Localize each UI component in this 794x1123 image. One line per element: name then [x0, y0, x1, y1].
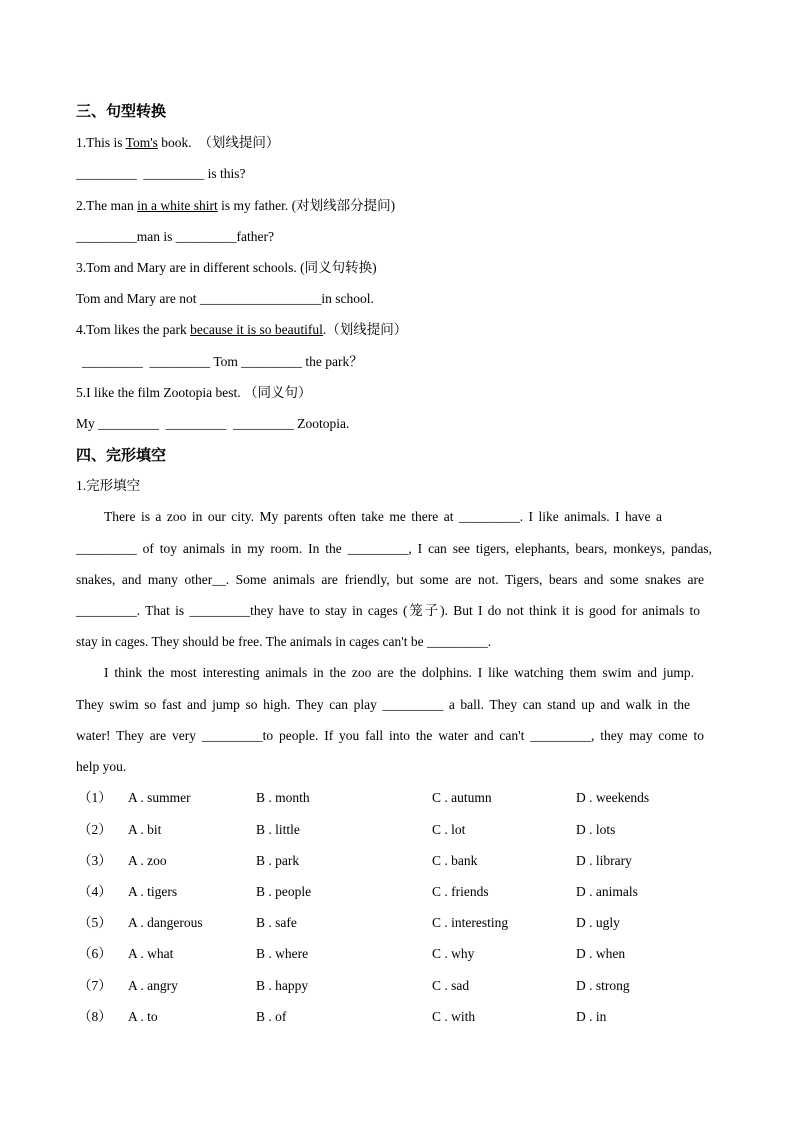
q2-post: is my father. (对划线部分提问)	[217, 198, 396, 213]
section4-subtitle: 1.完形填空	[76, 478, 141, 493]
option-c: C . friends	[432, 884, 489, 899]
option-number: （3）	[78, 853, 112, 868]
passage-line-9: help you.	[76, 759, 127, 774]
q1-pre: 1.This is	[76, 135, 126, 150]
option-d: D . animals	[576, 884, 638, 899]
q2-underlined: in a white shirt	[137, 198, 218, 213]
passage-line-3: snakes, and many other__. Some animals are friendly, but some are not. Tigers, bears and some snakes are	[76, 572, 704, 587]
option-c: C . interesting	[432, 915, 509, 930]
q1-post: book. （划线提问）	[157, 135, 280, 150]
option-d: D . strong	[576, 978, 630, 993]
option-c: C . sad	[432, 978, 470, 993]
option-a: A . bit	[128, 822, 162, 837]
option-a: A . angry	[128, 978, 178, 993]
option-b: B . where	[256, 946, 309, 961]
section3-title: 三、句型转换	[76, 102, 167, 120]
option-number: （4）	[78, 884, 112, 899]
option-d: D . lots	[576, 822, 616, 837]
option-d: D . weekends	[576, 790, 650, 805]
section4-title: 四、完形填空	[76, 446, 167, 464]
option-b: B . people	[256, 884, 312, 899]
option-c: C . autumn	[432, 790, 492, 805]
q3-answer-line: Tom and Mary are not __________________in school.	[76, 291, 374, 306]
option-b: B . park	[256, 853, 300, 868]
passage-line-8: water! They are very _________to people. If you fall into the water and can't _________, they may come to	[76, 728, 704, 743]
option-d: D . in	[576, 1009, 607, 1024]
option-a: A . summer	[128, 790, 191, 805]
option-number: （7）	[78, 978, 112, 993]
q4-underlined: because it is so beautiful	[190, 322, 323, 337]
passage-line-4: _________. That is _________they have to stay in cages (笼子). But I do not think it is good for animals to	[76, 603, 700, 618]
option-d: D . library	[576, 853, 632, 868]
option-number: （6）	[78, 946, 112, 961]
passage-line-6: I think the most interesting animals in the zoo are the dolphins. I like watching them swim and jump.	[104, 665, 694, 680]
option-d: D . when	[576, 946, 626, 961]
q5-answer-line: My _________ _________ _________ Zootopia.	[76, 416, 350, 431]
q1-answer-line: _________ _________ is this?	[76, 166, 246, 181]
question-2	[76, 197, 395, 215]
option-number: （1）	[78, 790, 112, 805]
option-b: B . month	[256, 790, 310, 805]
option-c: C . lot	[432, 822, 466, 837]
option-c: C . with	[432, 1009, 476, 1024]
passage-line-2: _________ of toy animals in my room. In the _________, I can see tigers, elephants, bears, monkeys, pandas,	[76, 541, 712, 556]
q1-underlined: Tom's	[125, 135, 158, 150]
option-number: （2）	[78, 822, 112, 837]
q2-answer-line: _________man is _________father?	[76, 229, 274, 244]
option-c: C . why	[432, 946, 475, 961]
option-a: A . dangerous	[128, 915, 203, 930]
passage-line-1: There is a zoo in our city. My parents often take me there at _________. I like animals. I have a	[104, 509, 662, 524]
option-a: A . what	[128, 946, 174, 961]
option-b: B . little	[256, 822, 300, 837]
q4-answer-line: _________ _________ Tom _________ the park？	[82, 354, 363, 369]
option-c: C . bank	[432, 853, 478, 868]
option-a: A . zoo	[128, 853, 167, 868]
passage-line-7: They swim so fast and jump so high. They can play _________ a ball. They can stand up and walk in the	[76, 697, 690, 712]
q2-pre: 2.The man	[76, 198, 138, 213]
q4-pre: 4.Tom likes the park	[76, 322, 191, 337]
question-5: 5.I like the film Zootopia best. （同义句）	[76, 385, 312, 400]
option-b: B . happy	[256, 978, 309, 993]
option-number: （5）	[78, 915, 112, 930]
passage-line-5: stay in cages. They should be free. The animals in cages can't be _________.	[76, 634, 492, 649]
question-1	[76, 134, 279, 152]
option-b: B . of	[256, 1009, 287, 1024]
question-4	[76, 321, 407, 339]
option-number: （8）	[78, 1009, 112, 1024]
option-a: A . tigers	[128, 884, 178, 899]
option-d: D . ugly	[576, 915, 620, 930]
option-b: B . safe	[256, 915, 297, 930]
option-a: A . to	[128, 1009, 158, 1024]
q4-post: .（划线提问）	[322, 322, 408, 337]
question-3: 3.Tom and Mary are in different schools. (同义句转换)	[76, 260, 377, 275]
